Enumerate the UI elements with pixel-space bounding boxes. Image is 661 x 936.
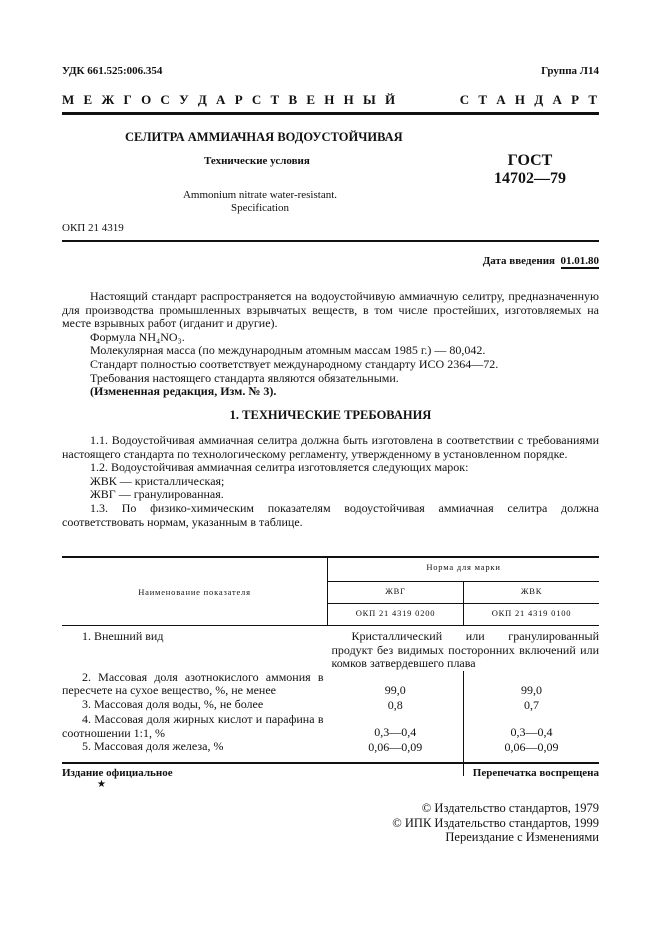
paragraph: ЖВК — кристаллическая;: [90, 473, 225, 488]
row-name: 2. Массовая доля азотнокислого аммония в пересчете на сухое вещество, %, не менее: [62, 669, 324, 698]
col-header-norm: Норма для марки: [328, 557, 600, 582]
paragraph: 1.2. Водоустойчивая аммиачная селитра изготовляется следующих марок:: [90, 460, 469, 475]
okp-zhvk: ОКП 21 4319 0100: [464, 604, 599, 626]
row-value: 99,0: [328, 671, 464, 698]
row-value: 99,0: [521, 682, 543, 697]
banner-right: С Т А Н Д А Р Т: [459, 92, 599, 107]
english-title-line2: Specification: [230, 202, 290, 214]
udk-code: УДК 661.525:006.354: [62, 65, 163, 77]
effective-date-value: 01.01.80: [560, 255, 599, 267]
row-value: 0,06—0,09: [328, 740, 464, 776]
effective-date: [483, 255, 599, 267]
rule: [62, 762, 599, 764]
section-heading: 1. ТЕХНИЧЕСКИЕ ТРЕБОВАНИЯ: [229, 408, 432, 422]
requirements-table: [62, 556, 599, 776]
gost-label: ГОСТ: [507, 152, 553, 169]
grade-zhvk: ЖВК: [464, 582, 599, 604]
copyright-line: © ИПК Издательство стандартов, 1999: [392, 815, 599, 830]
row-value: 0,3—0,4: [328, 713, 464, 740]
row-name: 4. Массовая доля жирных кислот и парафина в соотношении 1:1, %: [62, 711, 324, 740]
reprint-notice: Перепечатка воспрещена: [472, 767, 599, 779]
paragraph: Формула NH₄NO₃.: [90, 329, 185, 344]
paragraph: Молекулярная масса (по международным атомным массам 1985 г.) — 80,042.: [90, 343, 486, 358]
copyright: [392, 801, 599, 845]
table-row: [62, 713, 599, 740]
row-value: 0,06—0,09: [504, 740, 559, 755]
star-icon: ★: [97, 779, 106, 790]
table-row: [62, 671, 599, 698]
paragraph: 1.1. Водоустойчивая аммиачная селитра должна быть изготовлена в соответствии с требованиями настоящего стандарта по технологическому регламенту, утвержденному в установленном порядке.: [62, 433, 599, 461]
row-value: Кристаллический или гранулированный продукт без видимых посторонних включений или комков затвердевшего плава: [331, 629, 599, 671]
table-row: [62, 626, 599, 671]
english-title: [150, 189, 370, 215]
okp-zhvg: ОКП 21 4319 0200: [328, 604, 464, 626]
copyright-line: © Издательство стандартов, 1979: [421, 801, 599, 815]
doc-title: СЕЛИТРА АММИАЧНАЯ ВОДОУСТОЙЧИВАЯ: [125, 130, 403, 144]
table-row: [62, 698, 599, 713]
intro-text: [62, 290, 599, 399]
paragraph: Требования настоящего стандарта являются обязательными.: [90, 370, 399, 385]
gost-number: [470, 152, 590, 188]
section1-text: [62, 434, 599, 529]
row-name: 3. Массовая доля воды, %, не более: [82, 696, 264, 711]
rule: [62, 240, 599, 242]
paragraph: ЖВГ — гранулированная.: [90, 487, 224, 502]
official-edition: Издание официальное: [62, 767, 173, 779]
amendment-note: (Измененная редакция, Изм. № 3).: [90, 384, 277, 399]
okp-code: ОКП 21 4319: [62, 222, 124, 234]
rule: [62, 112, 599, 115]
row-value: 0,3—0,4: [510, 725, 553, 740]
row-value: 0,8: [328, 698, 464, 713]
doc-subtitle: Технические условия: [204, 155, 310, 167]
row-name: 1. Внешний вид: [82, 629, 164, 643]
reissue-note: Переиздание с Изменениями: [445, 830, 599, 844]
gost-code: 14702—79: [494, 170, 566, 187]
group-code: Группа Л14: [541, 65, 599, 77]
row-value: 0,7: [524, 697, 540, 712]
row-name: 5. Массовая доля железа, %: [82, 739, 224, 754]
banner-left: М Е Ж Г О С У Д А Р С Т В Е Н Н Ы Й: [62, 92, 398, 107]
col-header-name: Наименование показателя: [62, 557, 328, 626]
english-title-line1: Ammonium nitrate water-resistant.: [182, 189, 338, 201]
paragraph: Стандарт полностью соответствует международному стандарту ИСО 2364—72.: [90, 356, 499, 371]
paragraph: Настоящий стандарт распространяется на водоустойчивую аммиачную селитру, предназначенную для производства промышленных взрывчатых веществ, в том числе простейших, изготовляемых на месте взрывных работ (игданит и другие).: [62, 289, 599, 331]
effective-date-label: Дата введения: [482, 255, 555, 267]
grade-zhvg: ЖВГ: [328, 582, 464, 604]
paragraph: 1.3. По физико-химическим показателям водоустойчивая аммиачная селитра должна соответствовать нормам, указанным в таблице.: [62, 500, 599, 529]
